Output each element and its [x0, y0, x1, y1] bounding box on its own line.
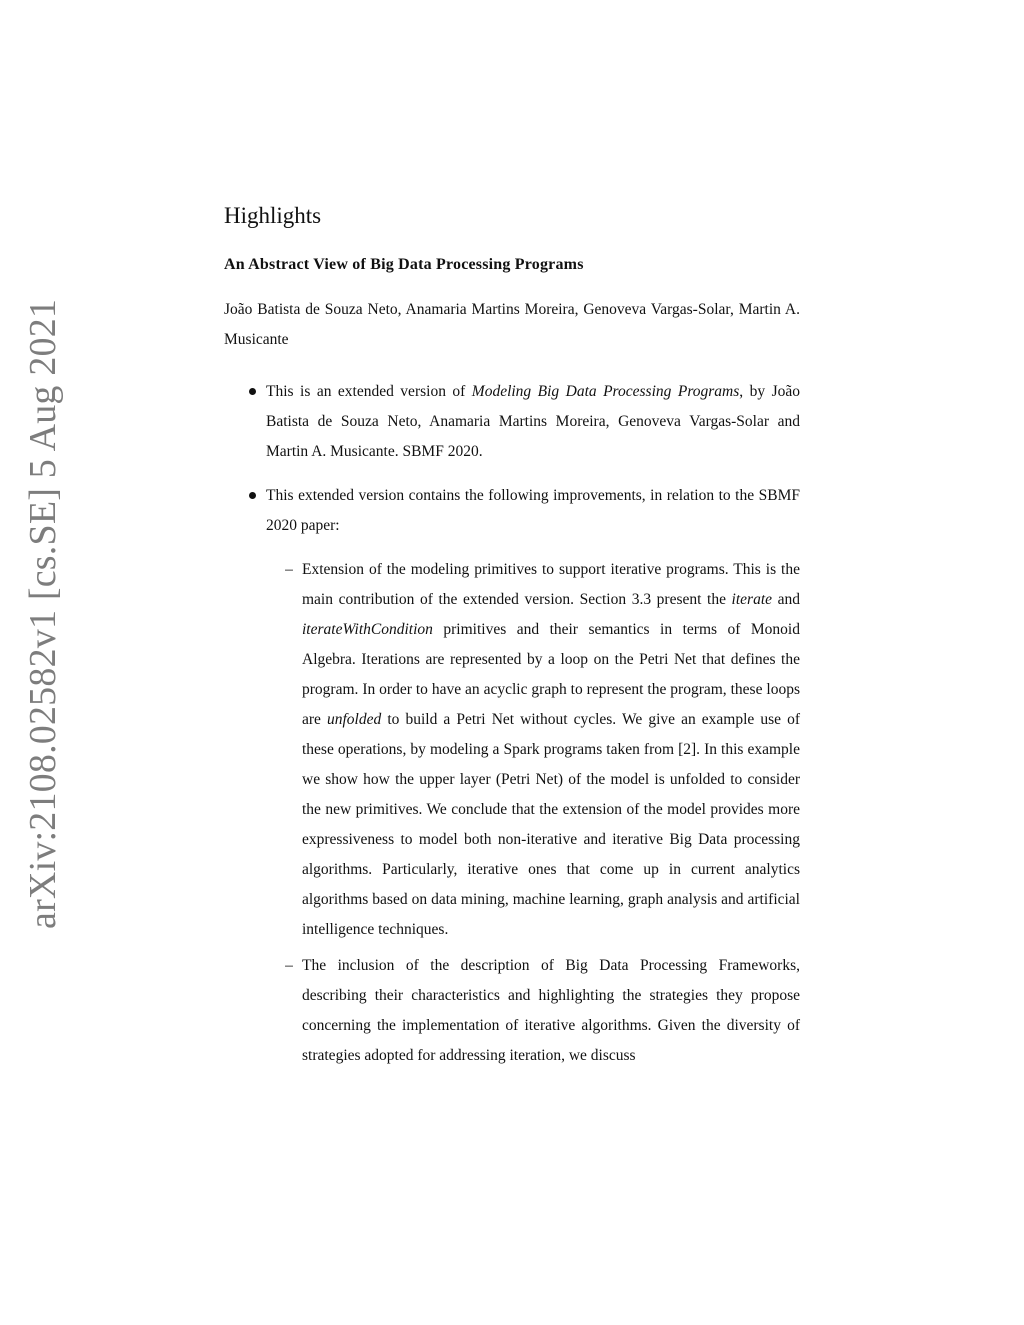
bullet-text-prefix: This is an extended version of [266, 383, 472, 400]
improvements-list [266, 555, 800, 1071]
highlight-bullet-extended-version [224, 377, 800, 467]
unfolded-term: unfolded [327, 711, 382, 728]
author-list: João Batista de Souza Neto, Anamaria Martins Moreira, Genoveva Vargas-Solar, Martin A. Musicante [224, 301, 800, 348]
highlight-bullet-list [224, 377, 800, 1071]
arxiv-identifier-sidebar: arXiv:2108.02582v1 [cs.SE] 5 Aug 2021 [22, 298, 64, 929]
section-heading: Highlights [224, 203, 322, 228]
improvement-text: Extension of the modeling primitives to support iterative programs. This is the main contribution of the extended version. Section 3.3 present the [302, 561, 800, 608]
improvement-text: The inclusion of the description of Big Data Processing Frameworks, describing their characteristics and highlighting the strategies they propose concerning the implementation of iterative algorithms. Given the diversity of strategies adopted for addressing iteration, we discuss [302, 957, 800, 1064]
highlight-bullet-improvements [224, 481, 800, 1071]
improvement-text: and [772, 591, 800, 608]
bullet-dot-icon [249, 388, 256, 395]
bullet-text-suffix: , by João Batista de Souza Neto, Anamaria Martins Moreira, Genoveva Vargas-Solar and Martin A. Musicante. SBMF 2020. [266, 383, 801, 460]
iterate-with-condition-term: iterateWithCondition [302, 621, 433, 638]
original-paper-title: Modeling Big Data Processing Programs [471, 383, 740, 400]
improvement-item-frameworks [224, 951, 800, 1071]
bullet-dot-icon [249, 492, 256, 499]
improvement-text: to build a Petri Net without cycles. We give an example use of these operations, by modeling a Spark programs taken from [2]. In this example we show how the upper layer (Petri Net) of the model is unfolded to consider the new primitives. We conclude that the extension of the model provides more expressiveness to model both non-iterative and iterative Big Data processing algorithms. Particularly, iterative ones that come up in current analytics algorithms based on data mining, machine learning, graph analysis and artificial intelligence techniques. [302, 711, 801, 938]
improvement-text: primitives and their semantics in terms of Monoid Algebra. Iterations are represented by a loop on the Petri Net that defines the program. In order to have an acyclic graph to represent the program, these loops are [302, 621, 800, 728]
dash-bullet-icon: – [285, 957, 293, 974]
paper-title: An Abstract View of Big Data Processing Programs [224, 256, 584, 273]
iterate-term: iterate [731, 591, 773, 608]
highlights-page [224, 198, 800, 1071]
dash-bullet-icon: – [285, 561, 293, 578]
improvements-intro: This extended version contains the following improvements, in relation to the SBMF 2020 paper: [266, 487, 800, 534]
improvement-item-iterative-primitives [224, 555, 800, 945]
